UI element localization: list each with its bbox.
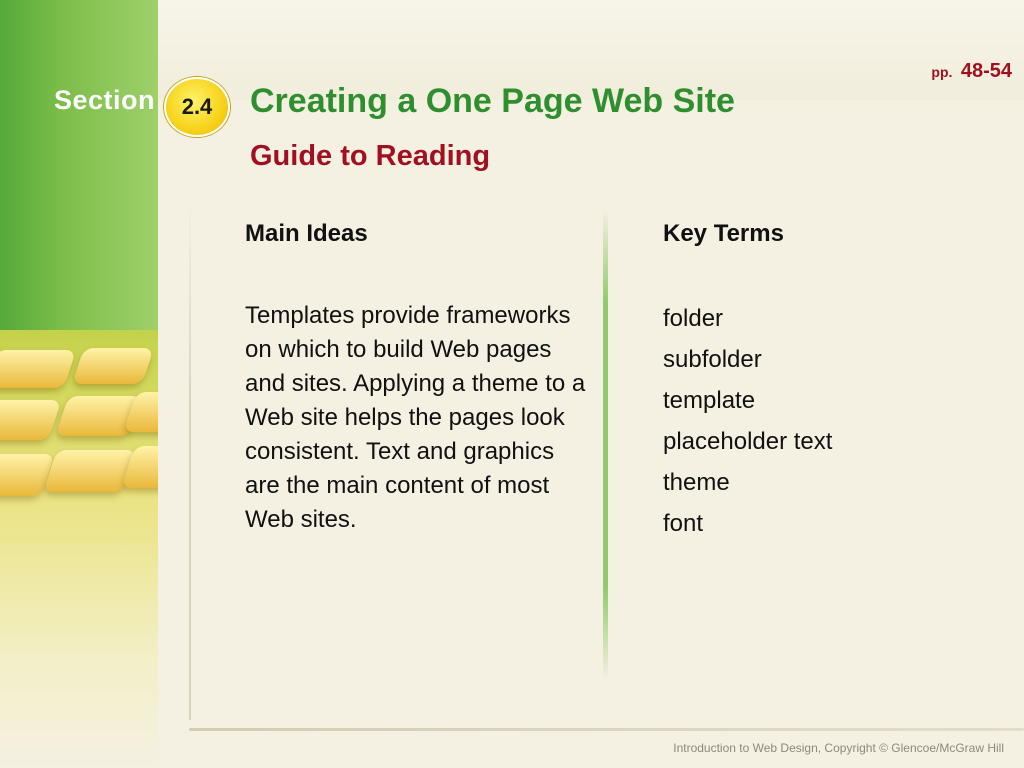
pages-range: 48-54 bbox=[960, 60, 1012, 82]
key-terms-list bbox=[663, 298, 832, 544]
key-term-item: template bbox=[663, 387, 756, 414]
frame-line-vertical bbox=[189, 200, 191, 720]
page-range bbox=[931, 60, 1012, 83]
section-number-badge: 2.4 bbox=[164, 77, 230, 137]
page-subtitle: Guide to Reading bbox=[250, 140, 491, 172]
main-ideas-heading: Main Ideas bbox=[245, 220, 368, 247]
keyboard-photo bbox=[0, 330, 158, 768]
key-terms-heading: Key Terms bbox=[663, 220, 784, 247]
frame-line-horizontal bbox=[189, 728, 1024, 731]
key-term-item: theme bbox=[663, 469, 730, 496]
keyboard-key bbox=[43, 450, 137, 492]
column-divider bbox=[603, 210, 608, 680]
key-term-item: font bbox=[663, 510, 704, 537]
main-ideas-text: Templates provide frameworks on which to build Web pages and sites. Applying a theme to a Web site helps the pages look consistent. Text and graphics are the main content of most Web sites. bbox=[245, 302, 586, 533]
pages-prefix: pp. bbox=[931, 64, 953, 80]
key-term-item: placeholder text bbox=[663, 428, 833, 455]
keyboard-key bbox=[72, 348, 154, 384]
page-title: Creating a One Page Web Site bbox=[250, 82, 735, 120]
keyboard-key bbox=[0, 350, 76, 388]
copyright-footer: Introduction to Web Design, Copyright © Glencoe/McGraw Hill bbox=[673, 741, 1004, 755]
section-sidebar bbox=[0, 0, 158, 768]
key-term-item: subfolder bbox=[663, 346, 762, 373]
section-label: Section bbox=[54, 85, 156, 115]
key-term-item: folder bbox=[663, 305, 724, 332]
keyboard-key bbox=[0, 400, 61, 440]
